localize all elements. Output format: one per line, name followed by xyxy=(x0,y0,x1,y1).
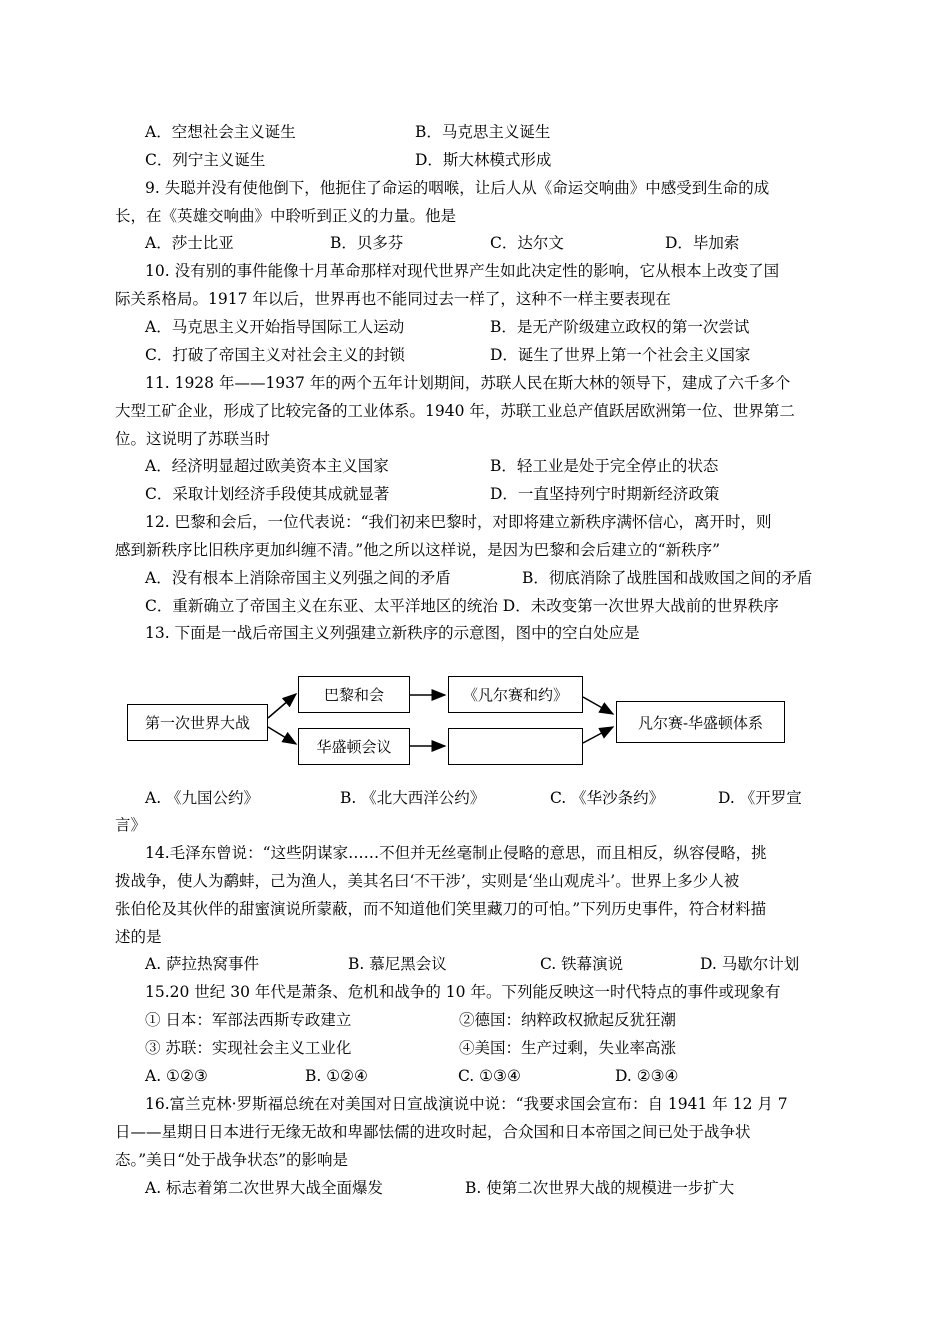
diagram-box-blank xyxy=(448,728,583,765)
q16-option-b: B. 使第二次世界大战的规模进一步扩大 xyxy=(465,1179,735,1197)
diagram-box-washington-conference: 华盛顿会议 xyxy=(298,728,410,765)
q13-stem: 13. 下面是一战后帝国主义列强建立新秩序的示意图，图中的空白处应是 xyxy=(145,624,640,642)
diagram-box-ww1: 第一次世界大战 xyxy=(127,704,268,741)
q11-option-b: B．轻工业是处于完全停止的状态 xyxy=(490,457,719,475)
q16-stem-line3: 态。”美日“处于战争状态”的影响是 xyxy=(115,1151,349,1169)
q13-option-d: D. 《开罗宣 xyxy=(718,789,802,807)
q8-option-b: B．马克思主义诞生 xyxy=(415,123,551,141)
diagram-box-versailles-treaty: 《凡尔赛和约》 xyxy=(448,676,583,713)
q11-option-d: D．一直坚持列宁时期新经济政策 xyxy=(490,485,720,503)
q15-option-a: A. ①②③ xyxy=(145,1067,208,1085)
q11-option-c: C．采取计划经济手段使其成就显著 xyxy=(145,485,390,503)
q10-stem-line2: 际关系格局。1917 年以后，世界再也不能同过去一样了，这种不一样主要表现在 xyxy=(115,290,671,308)
q16-stem-line1: 16.富兰克林·罗斯福总统在对美国对日宣战演说中说：“我要求国会宣布：自 1941 年 12 月 7 xyxy=(145,1095,788,1113)
q9-option-b: B．贝多芬 xyxy=(330,234,404,252)
q13-option-c: C. 《华沙条约》 xyxy=(550,789,665,807)
q16-option-a: A. 标志着第二次世界大战全面爆发 xyxy=(145,1179,384,1197)
q9-stem-line2: 长，在《英雄交响曲》中聆听到正义的力量。他是 xyxy=(115,207,457,225)
q8-option-a: A．空想社会主义诞生 xyxy=(145,123,296,141)
q9-option-d: D．毕加索 xyxy=(665,234,740,252)
diagram-box-versailles-washington-system: 凡尔赛-华盛顿体系 xyxy=(616,701,785,743)
q15-item-3: ③ 苏联：实现社会主义工业化 xyxy=(145,1039,352,1057)
q11-stem-line2: 大型工矿企业，形成了比较完备的工业体系。1940 年，苏联工业总产值跃居欧洲第一位、世界第二 xyxy=(115,402,795,420)
q8-option-d: D．斯大林模式形成 xyxy=(415,151,552,169)
diagram-box-paris-conference: 巴黎和会 xyxy=(298,676,410,713)
q14-stem-line2: 拨战争，使人为鹬蚌，己为渔人，美其名曰‘不干涉’，实则是‘坐山观虎斗’。世界上多少人被 xyxy=(115,872,740,890)
q9-option-a: A．莎士比亚 xyxy=(145,234,234,252)
q12-option-cd: C．重新确立了帝国主义在东亚、太平洋地区的统治 D．未改变第一次世界大战前的世界秩序 xyxy=(145,597,779,615)
q10-option-a: A．马克思主义开始指导国际工人运动 xyxy=(145,318,405,336)
q12-stem-line2: 感到新秩序比旧秩序更加纠缠不清。”他之所以这样说，是因为巴黎和会后建立的“新秩序” xyxy=(115,541,721,559)
q11-stem-line1: 11. 1928 年——1937 年的两个五年计划期间，苏联人民在斯大林的领导下，建成了六千多个 xyxy=(145,374,791,392)
q8-option-c: C．列宁主义诞生 xyxy=(145,151,266,169)
q13-option-a: A. 《九国公约》 xyxy=(145,789,260,807)
q15-option-c: C. ①③④ xyxy=(458,1067,521,1085)
q12-option-a: A．没有根本上消除帝国主义列强之间的矛盾 xyxy=(145,569,451,587)
q10-stem-line1: 10. 没有别的事件能像十月革命那样对现代世界产生如此决定性的影响，它从根本上改变了国 xyxy=(145,262,780,280)
q14-option-b: B. 慕尼黑会议 xyxy=(348,955,447,973)
q9-option-c: C．达尔文 xyxy=(490,234,564,252)
q16-stem-line2: 日——星期日日本进行无缘无故和卑鄙怯儒的进攻时起，合众国和日本帝国之间已处于战争状 xyxy=(115,1123,751,1141)
q15-option-d: D. ②③④ xyxy=(615,1067,679,1085)
q15-item-1: ① 日本：军部法西斯专政建立 xyxy=(145,1011,352,1029)
q11-option-a: A．经济明显超过欧美资本主义国家 xyxy=(145,457,389,475)
q15-item-4: ④美国：生产过剩，失业率高涨 xyxy=(459,1039,677,1057)
q14-stem-line4: 述的是 xyxy=(115,928,162,946)
q9-stem-line1: 9. 失聪并没有使他倒下，他扼住了命运的咽喉，让后人从《命运交响曲》中感受到生命的成 xyxy=(145,179,770,197)
q13-option-b: B. 《北大西洋公约》 xyxy=(340,789,486,807)
q15-item-2: ②德国：纳粹政权掀起反犹狂潮 xyxy=(459,1011,677,1029)
q14-stem-line3: 张伯伦及其伙伴的甜蜜演说所蒙蔽，而不知道他们笑里藏刀的可怕。”下列历史事件，符合材料描 xyxy=(115,900,767,918)
q10-option-d: D．诞生了世界上第一个社会主义国家 xyxy=(490,346,751,364)
q14-option-c: C. 铁幕演说 xyxy=(540,955,624,973)
q12-stem-line1: 12. 巴黎和会后，一位代表说：“我们初来巴黎时，对即将建立新秩序满怀信心，离开时，则 xyxy=(145,513,772,531)
q14-option-d: D. 马歇尔计划 xyxy=(700,955,800,973)
q15-option-b: B. ①②④ xyxy=(305,1067,368,1085)
q12-option-b: B．彻底消除了战胜国和战败国之间的矛盾 xyxy=(522,569,813,587)
q14-stem-line1: 14.毛泽东曾说：“这些阴谋家……不但并无丝毫制止侵略的意思，而且相反，纵容侵略，挑 xyxy=(145,844,767,862)
q11-stem-line3: 位。这说明了苏联当时 xyxy=(115,430,271,448)
q10-option-c: C．打破了帝国主义对社会主义的封锁 xyxy=(145,346,405,364)
q13-option-d-wrap: 言》 xyxy=(115,816,147,834)
q14-option-a: A. 萨拉热窝事件 xyxy=(145,955,260,973)
q10-option-b: B．是无产阶级建立政权的第一次尝试 xyxy=(490,318,750,336)
q15-stem: 15.20 世纪 30 年代是萧条、危机和战争的 10 年。下列能反映这一时代特点的事件或现象有 xyxy=(145,983,781,1001)
